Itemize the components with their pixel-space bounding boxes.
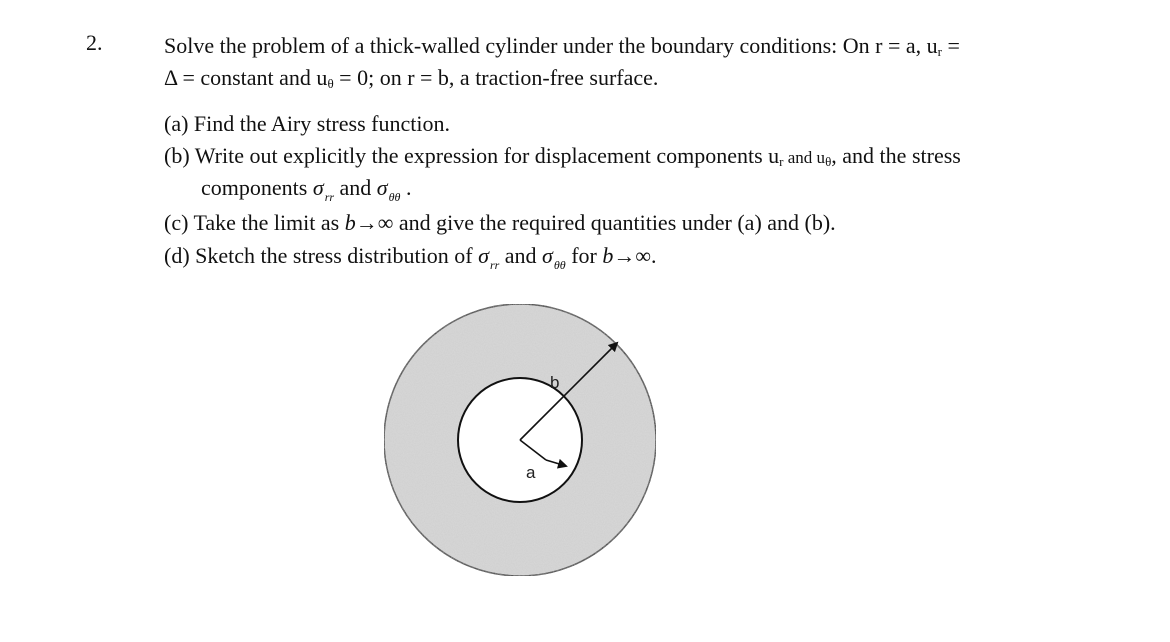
cylinder-diagram [380,300,660,580]
sigma-thetatheta-subscript: θθ [553,258,566,272]
intro-text: = 0; on r = b, a traction-free surface. [333,65,659,90]
part-d [164,240,657,281]
sigma-symbol: σ [376,175,388,200]
sigma-symbol: σ [542,243,553,268]
b-symbol: b [344,210,356,235]
label-a: a [526,463,536,482]
sigma-rr-subscript: rr [324,190,335,204]
part-b-text: components [201,175,313,200]
b-symbol: b [602,243,614,268]
intro-text: = constant and u [176,65,328,90]
part-c-text: (c) Take the limit as [164,210,345,235]
problem-number: 2. [86,30,103,55]
part-c-text: and give the required quantities under (a) and (b). [393,210,836,235]
period: . [400,175,412,200]
delta-symbol: Δ [164,65,177,90]
equals-sign: = [942,33,960,58]
part-b-text: (b) Write out explicitly the expression for displacement components u [164,143,780,168]
sigma-symbol: σ [478,243,489,268]
ur-subscript: r [937,44,942,59]
limit-arrow: →∞. [613,243,657,268]
limit-arrow: →∞ [355,210,394,235]
part-b-text: and [334,175,377,200]
ur-subscript: r [779,154,784,169]
problem-intro-line-2 [164,62,658,100]
part-a: (a) Find the Airy stress function. [164,111,450,136]
utheta-subscript: θ [825,154,832,169]
utheta-subscript: θ [327,76,334,91]
part-b-text: and u [783,148,826,167]
sigma-rr-subscript: rr [489,258,500,272]
part-d-text: (d) Sketch the stress distribution of [164,243,479,268]
cylinder-figure [380,300,660,580]
part-d-text: for [565,243,603,268]
intro-text: Solve the problem of a thick-walled cylinder under the boundary conditions: On r = a, u [164,33,938,58]
label-b: b [550,373,560,392]
sigma-symbol: σ [312,175,324,200]
part-b-text: , and the stress [831,143,961,168]
part-d-text: and [499,243,543,268]
part-c [164,207,836,239]
sigma-thetatheta-subscript: θθ [388,190,401,204]
